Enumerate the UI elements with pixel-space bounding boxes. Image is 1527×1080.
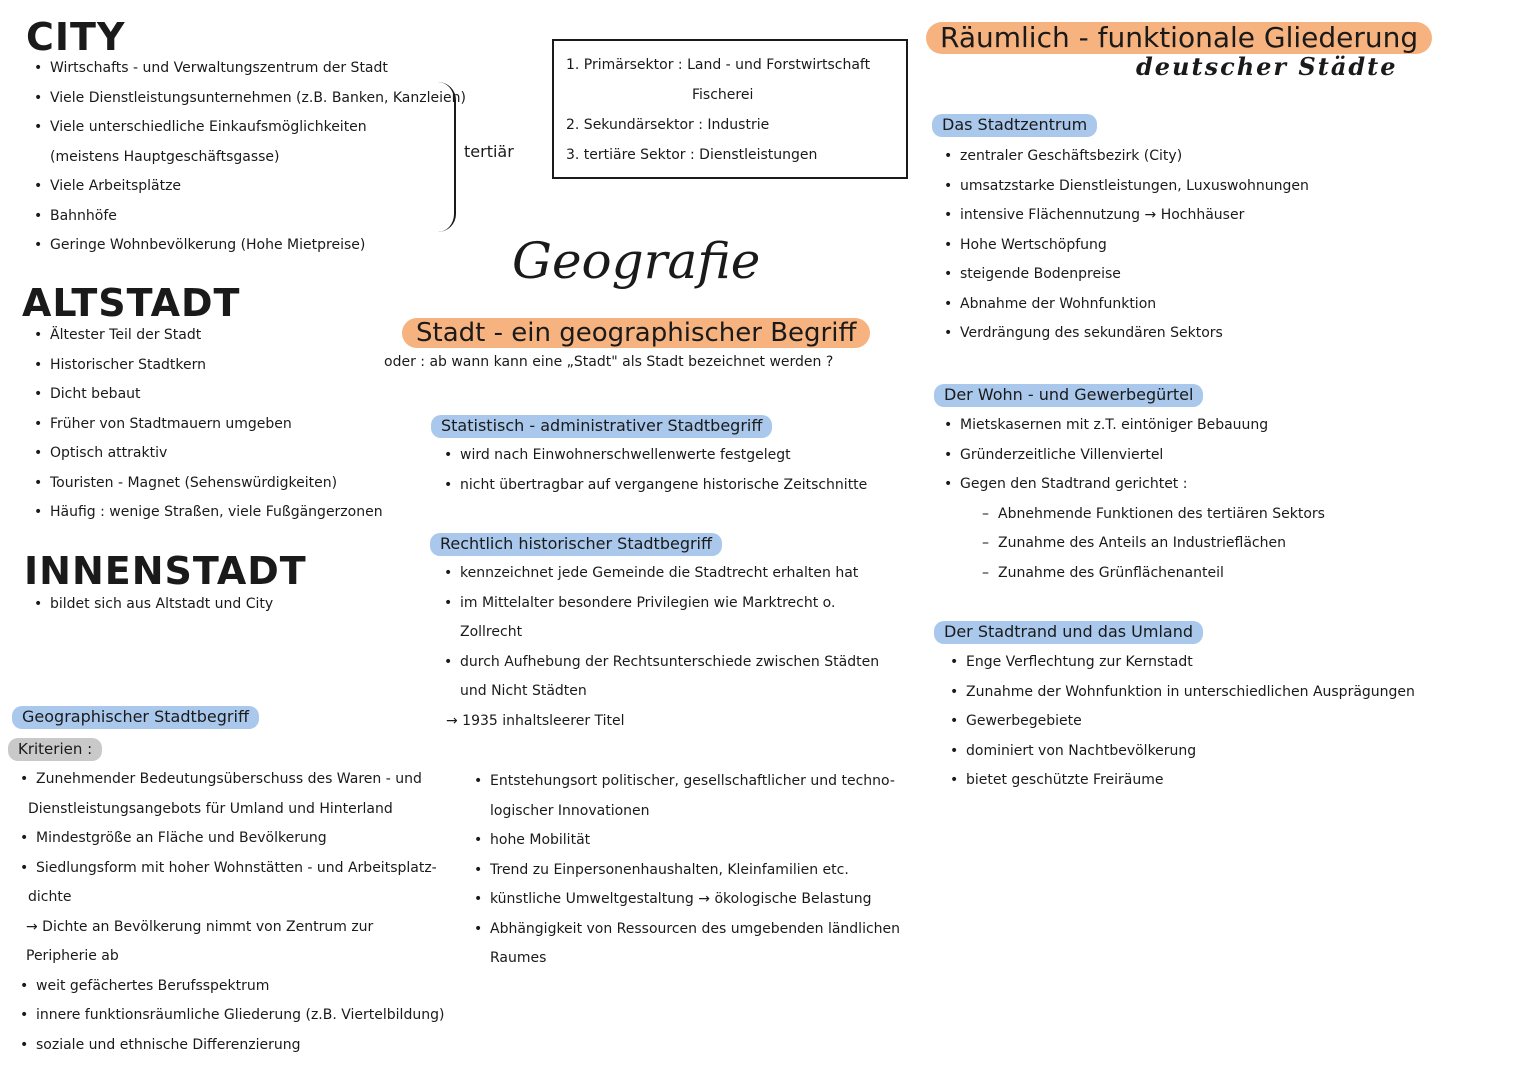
list-item: • Zunehmender Bedeutungsüberschuss des Waren - und — [16, 765, 444, 795]
list-item: • nicht übertragbar auf vergangene historische Zeitschnitte — [440, 471, 867, 501]
zentrum-heading: Das Stadtzentrum — [932, 114, 1097, 137]
sector-line: 1. Primärsektor : Land - und Forstwirtschaft — [566, 57, 871, 73]
sector-line: Fischerei — [692, 87, 754, 103]
city-title: CITY — [26, 15, 126, 59]
list-item: • bildet sich aus Altstadt und City — [30, 590, 273, 620]
list-item: • Geringe Wohnbevölkerung (Hohe Mietpreise) — [30, 231, 466, 261]
criteria-label: Kriterien : — [8, 738, 102, 761]
list-item: (meistens Hauptgeschäftsgasse) — [50, 148, 280, 165]
list-item: • Entstehungsort politischer, gesellschaftlicher und techno- — [470, 767, 900, 797]
list-item: • Mindestgröße an Fläche und Bevölkerung — [16, 824, 444, 854]
list-item: • Trend zu Einpersonenhaushalten, Kleinfamilien etc. — [470, 856, 900, 886]
list-item: • Bahnhöfe — [30, 202, 466, 232]
list-item: • steigende Bodenpreise — [940, 260, 1309, 290]
list-item: • kennzeichnet jede Gemeinde die Stadtrecht erhalten hat — [440, 559, 879, 589]
list-item: • dominiert von Nachtbevölkerung — [946, 737, 1415, 767]
stat-heading: Statistisch - administrativer Stadtbegriff — [431, 415, 772, 438]
list-item: • Mietskasernen mit z.T. eintöniger Bebauung — [940, 411, 1325, 441]
list-item: • Häufig : wenige Straßen, viele Fußgängerzonen — [30, 498, 383, 528]
recht-heading: Rechtlich historischer Stadtbegriff — [430, 533, 722, 556]
curly-brace — [438, 82, 456, 232]
list-item: und Nicht Städten — [460, 683, 587, 699]
list-item: • bietet geschützte Freiräume — [946, 766, 1415, 796]
list-item: → 1935 inhaltsleerer Titel — [446, 712, 625, 729]
list-item: • umsatzstarke Dienstleistungen, Luxuswohnungen — [940, 172, 1309, 202]
list-item: • wird nach Einwohnerschwellenwerte festgelegt — [440, 441, 867, 471]
list-item: – Zunahme des Grünflächenanteil — [978, 559, 1325, 589]
zentrum-list — [940, 142, 1309, 349]
subject-title: Geografie — [512, 232, 761, 290]
stat-list — [440, 441, 867, 500]
umland-list — [946, 648, 1415, 796]
guertel-heading: Der Wohn - und Gewerbegürtel — [934, 384, 1203, 407]
list-item: • Gründerzeitliche Villenviertel — [940, 441, 1325, 471]
list-item: • Hohe Wertschöpfung — [940, 231, 1309, 261]
list-item: • intensive Flächennutzung → Hochhäuser — [940, 201, 1309, 231]
sector-box — [552, 39, 908, 179]
umland-heading: Der Stadtrand und das Umland — [934, 621, 1203, 644]
list-item: – Abnehmende Funktionen des tertiären Sektors — [978, 500, 1325, 530]
list-item: • Viele Dienstleistungsunternehmen (z.B. Banken, Kanzleien) — [30, 84, 466, 114]
list-item: Raumes — [490, 950, 547, 966]
recht-list — [440, 559, 879, 736]
list-item: • Gewerbegebiete — [946, 707, 1415, 737]
list-item: • Touristen - Magnet (Sehenswürdigkeiten) — [30, 469, 383, 499]
list-item: • zentraler Geschäftsbezirk (City) — [940, 142, 1309, 172]
list-item: • innere funktionsräumliche Gliederung (z.B. Viertelbildung) — [16, 1001, 444, 1031]
geo-left-list — [16, 765, 444, 1060]
list-item: • im Mittelalter besondere Privilegien wie Marktrecht o. — [440, 589, 879, 619]
guertel-list — [940, 411, 1325, 588]
list-item: • Abhängigkeit von Ressourcen des umgebenden ländlichen — [470, 915, 900, 945]
innenstadt-list — [30, 590, 273, 620]
right-title: Räumlich - funktionale Gliederung — [926, 22, 1432, 54]
list-item: • Zunahme der Wohnfunktion in unterschiedlichen Ausprägungen — [946, 678, 1415, 708]
geo-heading: Geographischer Stadtbegriff — [12, 706, 259, 729]
list-item: dichte — [28, 889, 72, 905]
list-item: • Historischer Stadtkern — [30, 351, 383, 381]
list-item: • Verdrängung des sekundären Sektors — [940, 319, 1309, 349]
brace-label: tertiär — [464, 142, 514, 161]
list-item: • Abnahme der Wohnfunktion — [940, 290, 1309, 320]
altstadt-title: ALTSTADT — [22, 281, 241, 325]
list-item: • Wirtschafts - und Verwaltungszentrum der Stadt — [30, 54, 466, 84]
right-subtitle: deutscher Städte — [1136, 52, 1398, 81]
list-item: • soziale und ethnische Differenzierung — [16, 1031, 444, 1061]
list-item: Zollrecht — [460, 624, 523, 640]
list-item: • Viele Arbeitsplätze — [30, 172, 466, 202]
list-item: • Früher von Stadtmauern umgeben — [30, 410, 383, 440]
list-item: • Viele unterschiedliche Einkaufsmöglichkeiten — [30, 113, 466, 143]
list-item: • Dicht bebaut — [30, 380, 383, 410]
list-item: Peripherie ab — [26, 948, 119, 964]
list-item: • Enge Verflechtung zur Kernstadt — [946, 648, 1415, 678]
list-item: • Optisch attraktiv — [30, 439, 383, 469]
altstadt-list — [30, 321, 383, 528]
list-item: Dienstleistungsangebots für Umland und Hinterland — [28, 800, 393, 817]
list-item: • Siedlungsform mit hoher Wohnstätten - und Arbeitsplatz- — [16, 854, 444, 884]
main-title: Stadt - ein geographischer Begriff — [402, 318, 870, 348]
sector-line: 2. Sekundärsektor : Industrie — [566, 117, 770, 133]
list-item: • künstliche Umweltgestaltung → ökologische Belastung — [470, 885, 900, 915]
innenstadt-title: INNENSTADT — [24, 549, 307, 593]
list-item: • Ältester Teil der Stadt — [30, 321, 383, 351]
geo-right-list — [470, 767, 900, 974]
list-item: • hohe Mobilität — [470, 826, 900, 856]
city-list — [30, 54, 466, 261]
sector-line: 3. tertiäre Sektor : Dienstleistungen — [566, 147, 818, 163]
list-item: → Dichte an Bevölkerung nimmt von Zentrum zur — [26, 918, 374, 935]
list-item: • Gegen den Stadtrand gerichtet : — [940, 470, 1325, 500]
list-item: • weit gefächertes Berufsspektrum — [16, 972, 444, 1002]
main-question: oder : ab wann kann eine „Stadt" als Stadt bezeichnet werden ? — [384, 354, 834, 370]
list-item: • durch Aufhebung der Rechtsunterschiede zwischen Städten — [440, 648, 879, 678]
list-item: logischer Innovationen — [490, 802, 650, 819]
list-item: – Zunahme des Anteils an Industrieflächen — [978, 529, 1325, 559]
